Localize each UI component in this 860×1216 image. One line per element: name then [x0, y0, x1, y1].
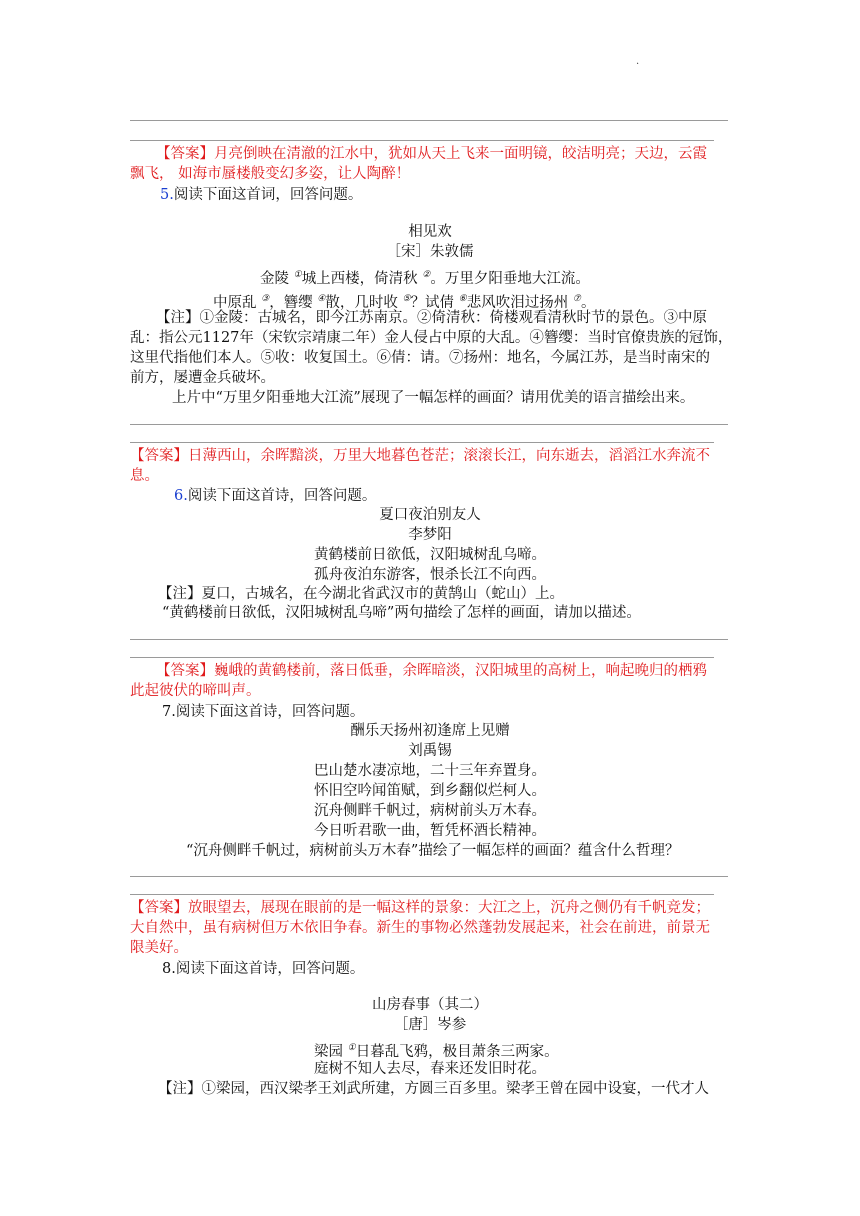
poem-5-line-1: 金陵 ①城上西楼，倚清秋 ②。万里夕阳垂地大江流。 — [260, 270, 590, 287]
answer-line — [130, 876, 728, 877]
header-dot: . — [636, 56, 640, 67]
question-8-prompt: 8.阅读下面这首诗，回答问题。 — [162, 961, 365, 977]
poem-8-title: 山房春事（其二） — [372, 997, 488, 1013]
question-6-prompt: 6.阅读下面这首诗，回答问题。 — [174, 488, 377, 504]
poem-6-line-2: 孤舟夜泊东游客，恨杀长江不向西。 — [314, 567, 546, 583]
poem-8-line-1: 梁园 ①日暮乱飞鸦，极目萧条三两家。 — [314, 1043, 559, 1060]
question-number: 6. — [174, 488, 188, 504]
answer-5-line-2: 息。 — [130, 468, 159, 484]
poem-5-title: 相见欢 — [408, 224, 452, 240]
answer-7-line-1: 【答案】放眼望去，展现在眼前的是一幅这样的景象：大江之上，沉舟之侧仍有千帆竞发； — [130, 900, 710, 916]
answer-line — [130, 639, 728, 640]
poem-5-note-1: 【注】①金陵：古城名，即今江苏南京。②倚清秋：倚楼观看清秋时节的景色。③中原 — [156, 310, 707, 326]
answer-line — [130, 894, 714, 895]
poem-5-author: ［宋］朱敦儒 — [386, 244, 474, 260]
poem-6-line-1: 黄鹤楼前日欲低，汉阳城树乱乌啼。 — [314, 547, 546, 563]
answer-6-line-1: 【答案】巍峨的黄鹤楼前，落日低垂，余晖暗淡，汉阳城里的高树上，响起晚归的栖鸦 — [156, 663, 707, 679]
poem-7-line-4: 今日听君歌一曲，暂凭杯酒长精神。 — [314, 823, 546, 839]
poem-8-note: 【注】①梁园，西汉梁孝王刘武所建，方圆三百多里。梁孝王曾在园中设宴，一代才人 — [158, 1081, 709, 1097]
poem-6-title: 夏口夜泊别友人 — [379, 507, 481, 523]
poem-6-note: 【注】夏口，古城名，在今湖北省武汉市的黄鹄山（蛇山）上。 — [158, 586, 564, 602]
answer-4-line-1: 【答案】月亮倒映在清澈的江水中，犹如从天上飞来一面明镜，皎洁明亮；天边，云霞 — [156, 146, 707, 162]
poem-7-line-1: 巴山楚水凄凉地，二十三年弃置身。 — [314, 763, 546, 779]
question-number: 5. — [160, 187, 174, 203]
poem-5-note-3: 这里代指他们本人。⑤收：收复国土。⑥倩：请。⑦扬州：地名，今属江苏，是当时南宋的 — [130, 350, 710, 366]
answer-line — [130, 657, 714, 658]
question-7-prompt: 7.阅读下面这首诗，回答问题。 — [162, 704, 365, 720]
question-5-text: 上片中“万里夕阳垂地大江流”展现了一幅怎样的画面？请用优美的语言描绘出来。 — [172, 390, 695, 406]
answer-label: 【答案】 — [130, 900, 188, 916]
answer-7-line-2: 大自然中，虽有病树但万木依旧争春。新生的事物必然蓬勃发展起来，社会在前进，前景无 — [130, 920, 710, 936]
answer-label: 【答案】 — [156, 146, 214, 162]
note-label: 【注】 — [158, 1081, 202, 1097]
question-number: 7. — [162, 704, 176, 720]
poem-5-note-2: 乱：指公元1127年（宋钦宗靖康二年）金人侵占中原的大乱。④簪缨：当时官僚贵族的冠饰， — [130, 330, 733, 346]
answer-line — [130, 120, 728, 121]
note-label: 【注】 — [158, 586, 202, 602]
answer-label: 【答案】 — [130, 448, 188, 464]
poem-6-author: 李梦阳 — [408, 527, 452, 543]
poem-7-line-3: 沉舟侧畔千帆过，病树前头万木春。 — [314, 803, 546, 819]
answer-6-line-2: 此起彼伏的啼叫声。 — [130, 683, 261, 699]
answer-line — [130, 442, 714, 443]
poem-7-title: 酬乐天扬州初逢席上见赠 — [350, 723, 510, 739]
question-5-prompt: 5.阅读下面这首词，回答问题。 — [160, 187, 363, 203]
poem-8-line-2: 庭树不知人去尽，春来还发旧时花。 — [314, 1061, 546, 1077]
note-label: 【注】 — [156, 310, 200, 326]
answer-label: 【答案】 — [156, 663, 214, 679]
answer-4-line-2: 飘飞， 如海市蜃楼般变幻多姿，让人陶醉！ — [130, 166, 411, 182]
question-number: 8. — [162, 961, 176, 977]
poem-5-note-4: 前方，屡遭金兵破坏。 — [130, 370, 275, 386]
question-7-text: “沉舟侧畔千帆过，病树前头万木春”描绘了一幅怎样的画面？蕴含什么哲理？ — [186, 843, 680, 859]
poem-7-line-2: 怀旧空吟闻笛赋，到乡翻似烂柯人。 — [314, 783, 546, 799]
question-6-text: “黄鹤楼前日欲低，汉阳城树乱乌啼”两句描绘了怎样的画面，请加以描述。 — [162, 605, 641, 621]
poem-8-author: ［唐］岑参 — [393, 1017, 467, 1033]
answer-line — [130, 140, 714, 141]
answer-7-line-3: 限美好。 — [130, 940, 188, 956]
poem-5-line-2: 中原乱 ③，簪缨 ④散，几时收 ⑤？试倩 ⑥悲风吹泪过扬州 ⑦。 — [213, 294, 596, 311]
answer-5-line-1: 【答案】日薄西山，余晖黯淡，万里大地暮色苍茫；滚滚长江，向东逝去，滔滔江水奔流不 — [130, 448, 710, 464]
answer-line — [130, 424, 728, 425]
poem-7-author: 刘禹锡 — [408, 743, 452, 759]
